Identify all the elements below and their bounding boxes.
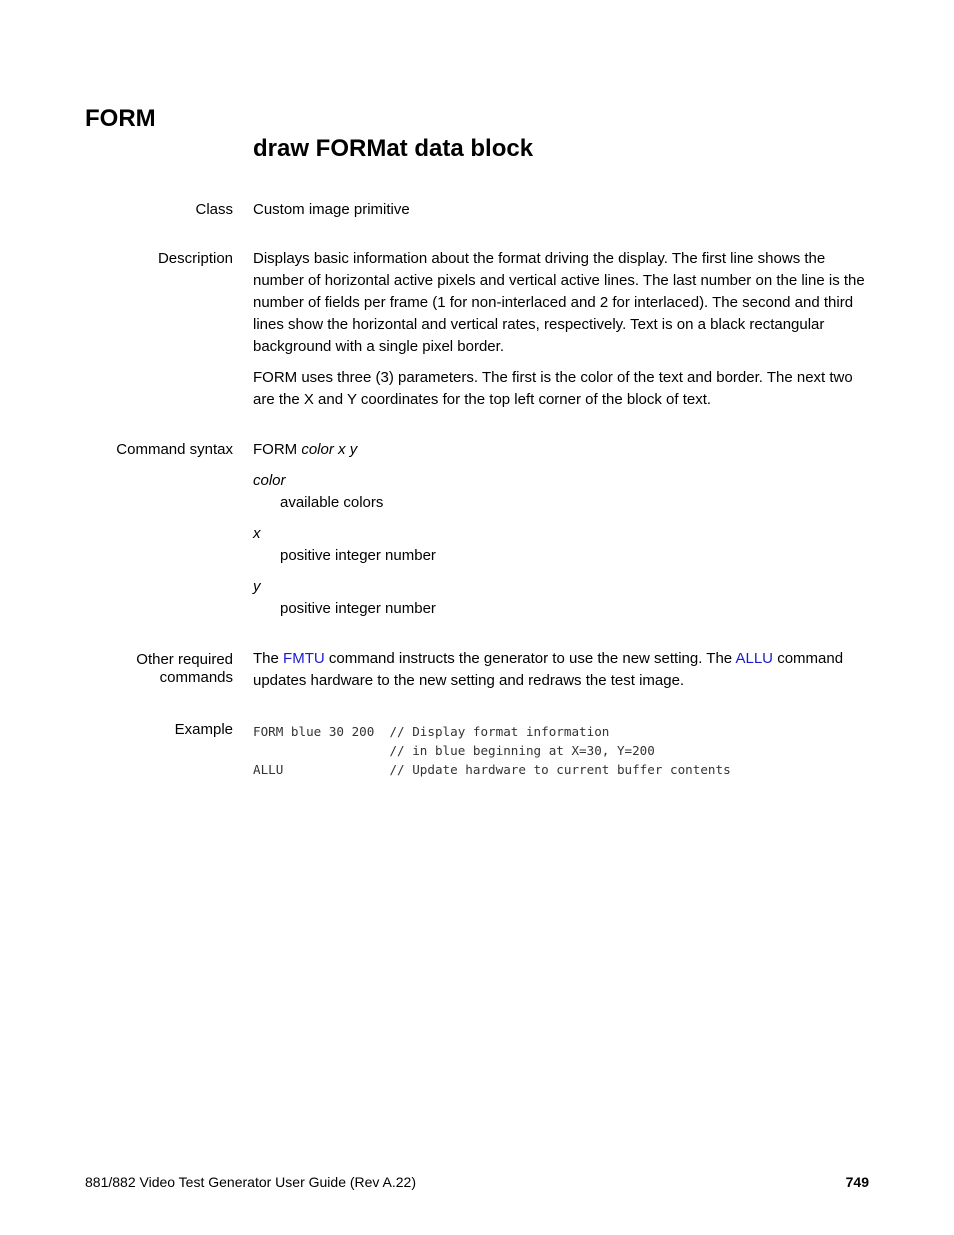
class-label: Class: [195, 201, 233, 218]
other-commands-text: The FMTU command instructs the generator to use the new setting. The ALLU command updates hardware to the new setting and redraws the test image.: [253, 650, 844, 689]
code-line: ALLU // Update hardware to current buffer contents: [253, 762, 731, 777]
command-name: FORM: [85, 105, 156, 132]
syntax-args: color x y: [301, 441, 358, 458]
description-paragraph: FORM uses three (3) parameters. The first is the color of the text and border. The next two are the X and Y coordinates for the top left corner of the block of text.: [253, 369, 853, 408]
footer-guide-title: 881/882 Video Test Generator User Guide (Rev A.22): [85, 1174, 417, 1190]
description-label: Description: [157, 250, 233, 267]
param-name: x: [253, 525, 261, 542]
param-item: [253, 576, 869, 620]
param-item: [253, 523, 869, 567]
param-desc: available colors: [280, 494, 384, 511]
param-name: y: [253, 578, 261, 595]
code-line: // in blue beginning at X=30, Y=200: [253, 743, 655, 758]
code-line: FORM blue 30 200 // Display format information: [253, 724, 610, 739]
syntax-command: FORM: [253, 441, 298, 458]
other-commands-label: Other required commands: [136, 651, 233, 686]
description-paragraph: Displays basic information about the format driving the display. The first line shows the number of horizontal active pixels and vertical active lines. The last number on the line is the number of fields per frame (1 for non-interlaced and 2 for interlaced). The second and third lines show the horizontal and vertical rates, respectively. Text is on a black rectangular background with a single pixel border.: [253, 250, 865, 355]
allu-link[interactable]: ALLU: [735, 650, 774, 667]
command-title: draw FORMat data block: [253, 135, 534, 162]
param-desc: positive integer number: [280, 600, 436, 617]
class-text: Custom image primitive: [253, 201, 410, 218]
page-number: 749: [845, 1174, 869, 1190]
description-body: [253, 248, 869, 411]
param-item: [253, 470, 869, 514]
syntax-line: [253, 439, 869, 461]
param-desc: positive integer number: [280, 547, 436, 564]
example-label: Example: [174, 721, 233, 738]
param-name: color: [253, 472, 286, 489]
syntax-body: [253, 439, 869, 620]
fmtu-link[interactable]: FMTU: [283, 650, 325, 667]
example-code-block: [253, 722, 869, 779]
syntax-label: Command syntax: [116, 441, 233, 458]
